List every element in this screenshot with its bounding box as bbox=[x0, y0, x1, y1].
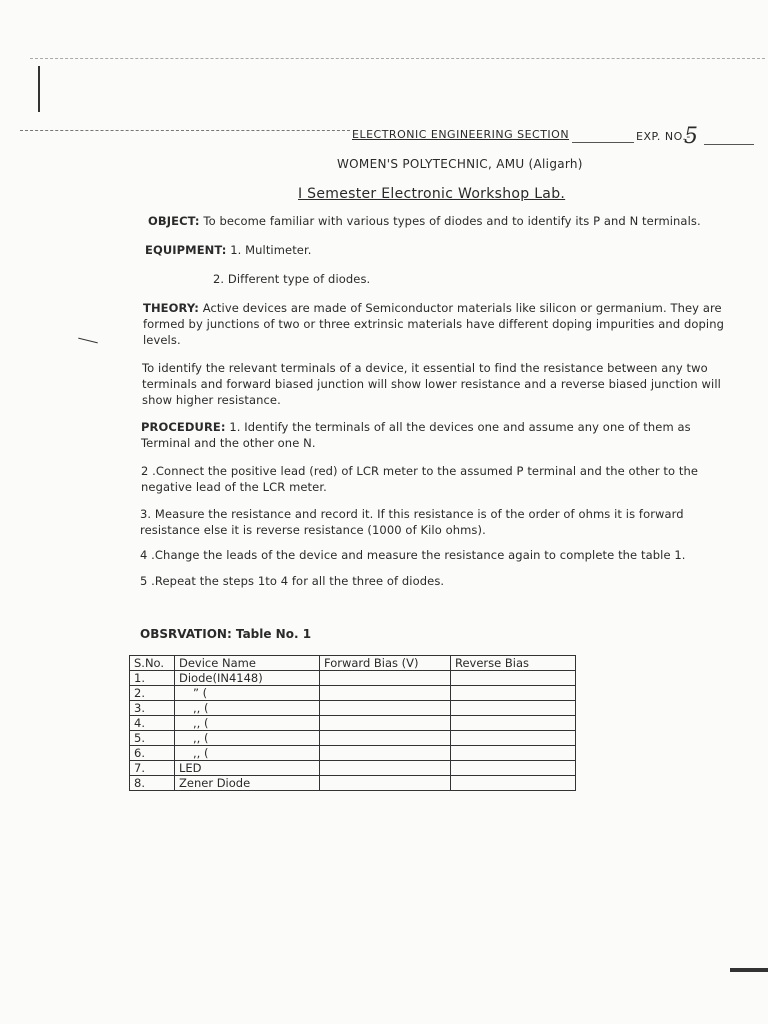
table-row bbox=[130, 731, 576, 746]
lab-title: I Semester Electronic Workshop Lab. bbox=[298, 186, 566, 202]
table-row bbox=[130, 776, 576, 791]
cell-reverse bbox=[451, 746, 576, 761]
observation-table bbox=[129, 655, 576, 791]
theory-line-3: levels. bbox=[143, 333, 181, 347]
cell-forward bbox=[320, 686, 451, 701]
table-header-row bbox=[130, 656, 576, 671]
procedure-step-5: 5 .Repeat the steps 1to 4 for all the three of diodes. bbox=[140, 574, 445, 588]
procedure-step-2: 2 .Connect the positive lead (red) of LCR meter to the assumed P terminal and the other to the bbox=[141, 464, 699, 478]
procedure-step-1 bbox=[141, 420, 691, 435]
cell-device: ” ( bbox=[175, 686, 320, 701]
cell-sno: 1. bbox=[130, 671, 175, 686]
experiment-number-label: EXP. NO.- bbox=[636, 130, 691, 143]
table-row bbox=[130, 761, 576, 776]
institute-name: WOMEN'S POLYTECHNIC, AMU (Aligarh) bbox=[337, 157, 583, 171]
header-reverse-bias: Reverse Bias bbox=[451, 656, 576, 671]
theory-p2-line-1: To identify the relevant terminals of a device, it essential to find the resistance between any two bbox=[142, 361, 708, 375]
table-row bbox=[130, 746, 576, 761]
object-section bbox=[148, 214, 701, 229]
object-text: To become familiar with various types of diodes and to identify its P and N terminals. bbox=[203, 214, 701, 228]
procedure-label: PROCEDURE: bbox=[141, 420, 226, 434]
cell-reverse bbox=[451, 671, 576, 686]
experiment-number: 5 bbox=[684, 124, 698, 149]
procedure-step-3-cont: resistance else it is reverse resistance (1000 of Kilo ohms). bbox=[140, 523, 486, 537]
header-forward-bias: Forward Bias (V) bbox=[320, 656, 451, 671]
cell-forward bbox=[320, 701, 451, 716]
theory-p2-line-3: show higher resistance. bbox=[142, 393, 281, 407]
cell-reverse bbox=[451, 776, 576, 791]
top-scan-line bbox=[30, 58, 765, 59]
cell-device: ,, ( bbox=[175, 746, 320, 761]
observation-title: OBSRVATION: Table No. 1 bbox=[140, 627, 312, 641]
header-rule-left bbox=[20, 130, 350, 131]
cell-device: Zener Diode bbox=[175, 776, 320, 791]
equipment-item-2: 2. Different type of diodes. bbox=[213, 272, 371, 286]
cell-sno: 4. bbox=[130, 716, 175, 731]
scan-corner-mark bbox=[730, 968, 768, 972]
cell-device: ,, ( bbox=[175, 731, 320, 746]
object-label: OBJECT: bbox=[148, 214, 200, 228]
cell-reverse bbox=[451, 716, 576, 731]
procedure-step-1-cont: Terminal and the other one N. bbox=[141, 436, 316, 450]
cell-reverse bbox=[451, 701, 576, 716]
header-sno: S.No. bbox=[130, 656, 175, 671]
cell-reverse bbox=[451, 761, 576, 776]
cell-sno: 7. bbox=[130, 761, 175, 776]
theory-p2-line-2: terminals and forward biased junction will show lower resistance and a reverse biased junction will bbox=[142, 377, 721, 391]
scan-edge-mark bbox=[38, 66, 40, 112]
procedure-step-2-cont: negative lead of the LCR meter. bbox=[141, 480, 327, 494]
equipment-item-1: 1. Multimeter. bbox=[230, 243, 312, 257]
procedure-step-4: 4 .Change the leads of the device and measure the resistance again to complete the table 1. bbox=[140, 548, 686, 562]
cell-sno: 2. bbox=[130, 686, 175, 701]
cell-sno: 5. bbox=[130, 731, 175, 746]
theory-line-2: formed by junctions of two or three extrinsic materials have different doping impurities and doping bbox=[143, 317, 724, 331]
equipment-section bbox=[145, 243, 312, 258]
cell-sno: 6. bbox=[130, 746, 175, 761]
theory-label: THEORY: bbox=[143, 301, 199, 315]
cell-forward bbox=[320, 716, 451, 731]
header-rule-right bbox=[704, 144, 754, 145]
scan-tick-mark bbox=[78, 338, 98, 344]
cell-reverse bbox=[451, 686, 576, 701]
cell-forward bbox=[320, 731, 451, 746]
equipment-label: EQUIPMENT: bbox=[145, 243, 227, 257]
cell-device: Diode(IN4148) bbox=[175, 671, 320, 686]
cell-device: LED bbox=[175, 761, 320, 776]
cell-device: ,, ( bbox=[175, 701, 320, 716]
theory-line-1 bbox=[143, 301, 722, 316]
header-rule-mid bbox=[572, 142, 634, 143]
cell-forward bbox=[320, 746, 451, 761]
cell-reverse bbox=[451, 731, 576, 746]
header-device-name: Device Name bbox=[175, 656, 320, 671]
cell-sno: 3. bbox=[130, 701, 175, 716]
cell-device: ,, ( bbox=[175, 716, 320, 731]
theory-text: Active devices are made of Semiconductor materials like silicon or germanium. They are bbox=[202, 301, 722, 315]
cell-forward bbox=[320, 671, 451, 686]
cell-forward bbox=[320, 776, 451, 791]
procedure-step-3: 3. Measure the resistance and record it. If this resistance is of the order of ohms it is forward bbox=[140, 507, 684, 521]
cell-sno: 8. bbox=[130, 776, 175, 791]
section-heading: ELECTRONIC ENGINEERING SECTION bbox=[352, 128, 570, 141]
table-row bbox=[130, 716, 576, 731]
cell-forward bbox=[320, 761, 451, 776]
table-row bbox=[130, 701, 576, 716]
table-row bbox=[130, 686, 576, 701]
procedure-step-1-text: 1. Identify the terminals of all the devices one and assume any one of them as bbox=[229, 420, 691, 434]
table-row bbox=[130, 671, 576, 686]
